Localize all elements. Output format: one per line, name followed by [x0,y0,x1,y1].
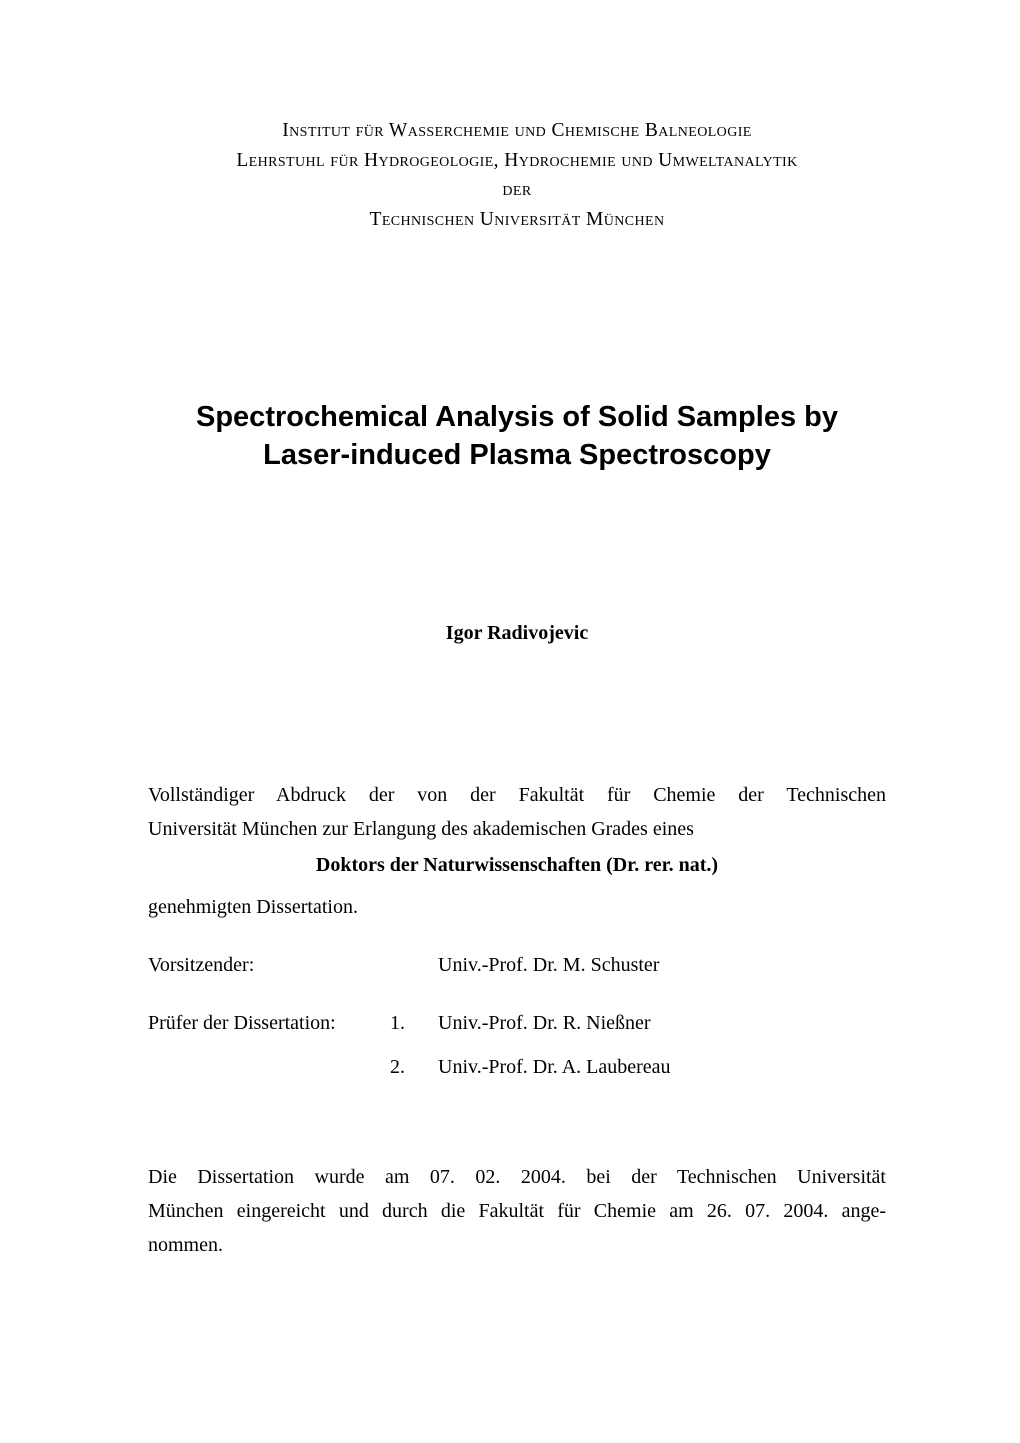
submission-line-3: nommen. [148,1234,223,1256]
chair-number-spacer [390,948,438,982]
committee-section [148,948,886,1084]
institute-line-2: Lehrstuhl für Hydrogeologie, Hydrochemie und Umweltanalytik [236,149,798,171]
examiner-2-name: Univ.-Prof. Dr. A. Laubereau [438,1056,671,1078]
title-line-2: Laser-induced Plasma Spectroscopy [263,439,771,471]
submission-line-1: Die Dissertation wurde am 07. 02. 2004. bei der Technischen Universität [148,1166,886,1188]
chair-name: Univ.-Prof. Dr. M. Schuster [438,954,660,976]
chair-row [148,948,886,982]
examiner-1-number: 1. [390,1012,405,1034]
submission-line-2: München eingereicht und durch die Fakultät für Chemie am 26. 07. 2004. ange- [148,1200,886,1222]
institute-line-1: Institut für Wasserchemie und Chemische Balneologie [282,120,752,141]
chair-label: Vorsitzender: [148,954,255,976]
examiners-label: Prüfer der Dissertation: [148,1012,336,1034]
abstract-intro [148,778,886,846]
author-name: Igor Radivojevic [445,622,589,644]
title-line-1: Spectrochemical Analysis of Solid Samples by [196,401,838,433]
dissertation-title [148,398,886,474]
examiner-2-number: 2. [390,1056,405,1078]
submission-paragraph [148,1160,886,1262]
examiner-row-2 [148,1050,886,1084]
abstract-intro-line-2: Universität München zur Erlangung des akademischen Grades eines [148,818,694,840]
examiner-row-1 [148,1006,886,1040]
institute-line-4: Technischen Universität München [369,208,665,230]
approval-line: genehmigten Dissertation. [148,896,358,918]
degree-name: Doktors der Naturwissenschaften (Dr. rer. nat.) [315,854,719,876]
abstract-intro-line-1: Vollständiger Abdruck der von der Fakultät für Chemie der Technischen [148,784,886,806]
institute-header [148,116,886,234]
examiner-2-label-spacer [148,1050,390,1084]
examiner-1-name: Univ.-Prof. Dr. R. Nießner [438,1012,651,1034]
institute-line-3: der [502,179,532,200]
